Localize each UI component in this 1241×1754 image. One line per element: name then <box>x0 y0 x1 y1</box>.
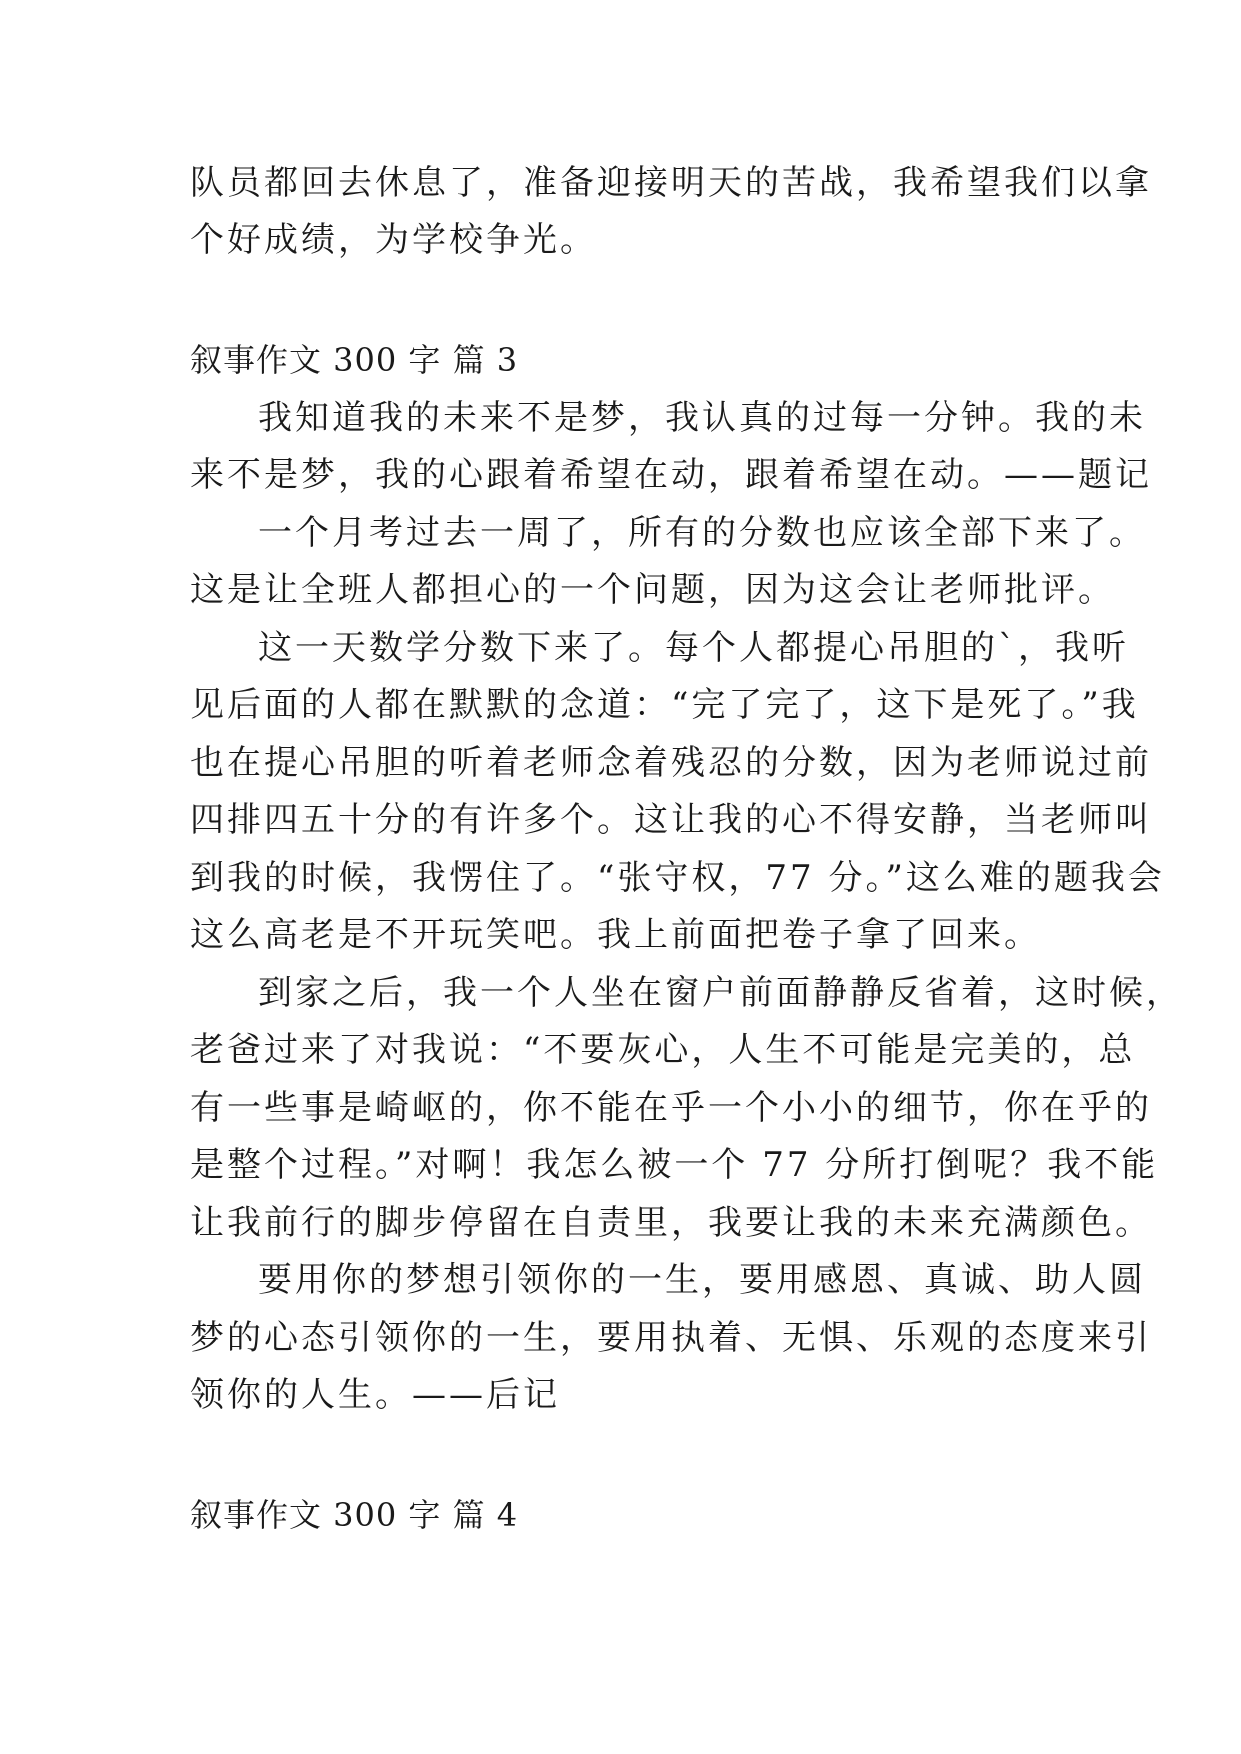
text-line: 个好成绩，为学校争光。 <box>190 220 597 260</box>
text-line: 有一些事是崎岖的，你不能在乎一个小小的细节，你在乎的 <box>190 1088 1152 1128</box>
text-line: 领你的人生。——后记 <box>190 1375 560 1415</box>
text-line: 这一天数学分数下来了。每个人都提心吊胆的`，我听 <box>258 628 1129 668</box>
text-line: 这么高老是不开玩笑吧。我上前面把卷子拿了回来。 <box>190 915 1041 955</box>
text-line: 一个月考过去一周了，所有的分数也应该全部下来了。 <box>258 513 1146 553</box>
text-line: 队员都回去休息了，准备迎接明天的苦战，我希望我们以拿 <box>190 163 1152 203</box>
text-line: 四排四五十分的有许多个。这让我的心不得安静，当老师叫 <box>190 800 1152 840</box>
text-line: 也在提心吊胆的听着老师念着残忍的分数，因为老师说过前 <box>190 743 1152 783</box>
text-line: 要用你的梦想引领你的一生，要用感恩、真诚、助人圆 <box>258 1260 1146 1300</box>
text-line: 这是让全班人都担心的一个问题，因为这会让老师批评。 <box>190 570 1115 610</box>
text-line: 我知道我的未来不是梦，我认真的过每一分钟。我的未 <box>258 398 1146 438</box>
text-line: 梦的心态引领你的一生，要用执着、无惧、乐观的态度来引 <box>190 1318 1152 1358</box>
text-line: 到家之后，我一个人坐在窗户前面静静反省着，这时候， <box>258 973 1183 1013</box>
text-line: 是整个过程。”对啊！我怎么被一个 77 分所打倒呢？我不能 <box>190 1145 1159 1185</box>
text-line: 让我前行的脚步停留在自责里，我要让我的未来充满颜色。 <box>190 1203 1152 1243</box>
text-line: 老爸过来了对我说：“不要灰心，人生不可能是完美的，总 <box>190 1030 1136 1070</box>
text-line: 来不是梦，我的心跟着希望在动，跟着希望在动。——题记 <box>190 455 1152 495</box>
section-heading: 叙事作文 300 字 篇 4 <box>190 1496 519 1534</box>
text-line: 到我的时候，我愣住了。“张守权，77 分。”这么难的题我会 <box>190 858 1165 898</box>
section-heading: 叙事作文 300 字 篇 3 <box>190 341 519 379</box>
text-line: 见后面的人都在默默的念道：“完了完了，这下是死了。”我 <box>190 685 1139 725</box>
